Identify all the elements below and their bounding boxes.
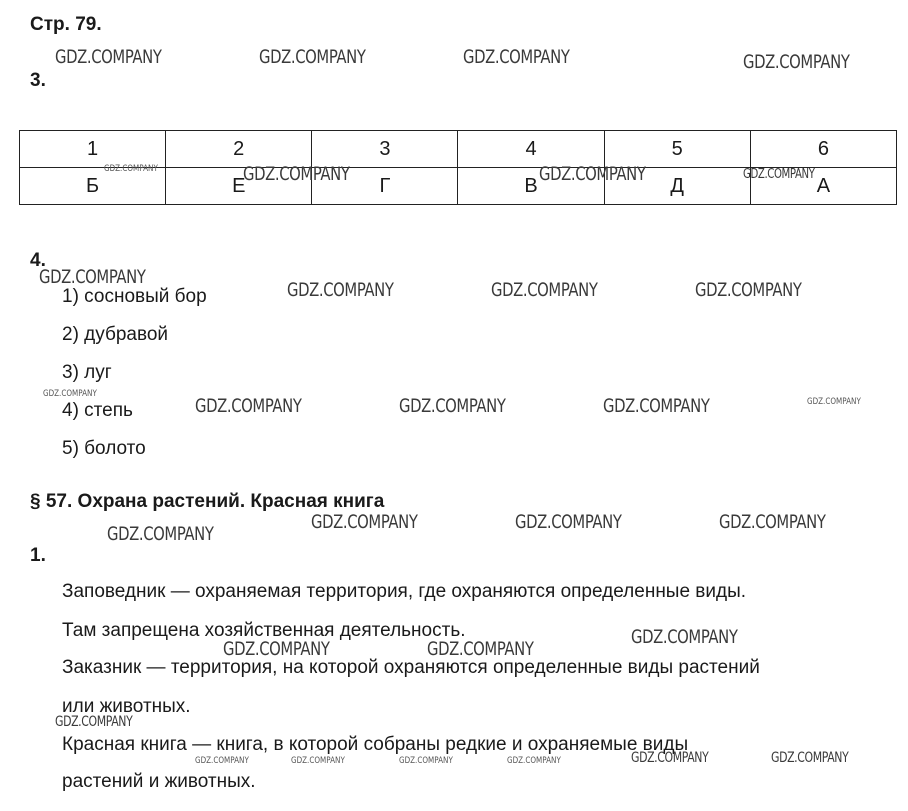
table-answer-cell: Б bbox=[20, 168, 166, 205]
table-header-cell: 4 bbox=[458, 131, 604, 168]
table-answer-cell: Д bbox=[604, 168, 750, 205]
watermark: GDZ.COMPANY bbox=[771, 750, 849, 766]
watermark: GDZ.COMPANY bbox=[491, 279, 598, 301]
task-1-line: Там запрещена хозяйственная деятельность. bbox=[62, 620, 466, 641]
watermark: GDZ.COMPANY bbox=[287, 279, 394, 301]
watermark: GDZ.COMPANY bbox=[427, 638, 534, 660]
table-header-cell: 5 bbox=[604, 131, 750, 168]
task-3-number: 3. bbox=[30, 70, 46, 91]
watermark: GDZ.COMPANY bbox=[55, 714, 133, 730]
watermark: GDZ.COMPANY bbox=[807, 397, 861, 407]
watermark: GDZ.COMPANY bbox=[507, 756, 561, 766]
section-title: § 57. Охрана растений. Красная книга bbox=[30, 491, 385, 512]
table-answer-cell: В bbox=[458, 168, 604, 205]
watermark: GDZ.COMPANY bbox=[104, 164, 158, 174]
task-1-line: растений и животных. bbox=[62, 771, 256, 792]
table-answer-cell: А bbox=[750, 168, 896, 205]
task-1-number: 1. bbox=[30, 545, 46, 566]
watermark: GDZ.COMPANY bbox=[43, 389, 97, 399]
task-4-item: 4) степь bbox=[62, 400, 133, 421]
watermark: GDZ.COMPANY bbox=[695, 279, 802, 301]
table-answer-cell: Е bbox=[166, 168, 312, 205]
watermark: GDZ.COMPANY bbox=[631, 750, 709, 766]
watermark: GDZ.COMPANY bbox=[39, 266, 146, 288]
watermark: GDZ.COMPANY bbox=[55, 46, 162, 68]
watermark: GDZ.COMPANY bbox=[195, 756, 249, 766]
watermark: GDZ.COMPANY bbox=[743, 167, 815, 182]
page-reference: Стр. 79. bbox=[30, 14, 102, 35]
task-1-line: или животных. bbox=[62, 696, 191, 717]
watermark: GDZ.COMPANY bbox=[399, 395, 506, 417]
watermark: GDZ.COMPANY bbox=[291, 756, 345, 766]
task-4-item: 2) дубравой bbox=[62, 324, 169, 345]
watermark: GDZ.COMPANY bbox=[107, 523, 214, 545]
task-4-number: 4. bbox=[30, 250, 46, 271]
watermark: GDZ.COMPANY bbox=[743, 51, 850, 73]
task-4-item: 1) сосновый бор bbox=[62, 286, 207, 307]
watermark: GDZ.COMPANY bbox=[399, 756, 453, 766]
table-header-cell: 2 bbox=[166, 131, 312, 168]
watermark: GDZ.COMPANY bbox=[631, 626, 738, 648]
watermark: GDZ.COMPANY bbox=[223, 638, 330, 660]
table-header-cell: 3 bbox=[312, 131, 458, 168]
table-header-row bbox=[20, 131, 897, 168]
table-header-cell: 1 bbox=[20, 131, 166, 168]
task-1-line: Красная книга — книга, в которой собраны редкие и охраняемые виды bbox=[62, 734, 689, 755]
table-header-cell: 6 bbox=[750, 131, 896, 168]
table-answer-cell: Г bbox=[312, 168, 458, 205]
watermark: GDZ.COMPANY bbox=[603, 395, 710, 417]
watermark: GDZ.COMPANY bbox=[539, 163, 646, 185]
task-4-item: 3) луг bbox=[62, 362, 112, 383]
watermark: GDZ.COMPANY bbox=[515, 511, 622, 533]
task-4-item: 5) болото bbox=[62, 438, 146, 459]
watermark: GDZ.COMPANY bbox=[311, 511, 418, 533]
watermark: GDZ.COMPANY bbox=[259, 46, 366, 68]
watermark: GDZ.COMPANY bbox=[243, 163, 350, 185]
task-1-line: Заказник — территория, на которой охраняются определенные виды растений bbox=[62, 657, 760, 678]
watermark: GDZ.COMPANY bbox=[195, 395, 302, 417]
task-1-line: Заповедник — охраняемая территория, где охраняются определенные виды. bbox=[62, 581, 747, 602]
watermark: GDZ.COMPANY bbox=[719, 511, 826, 533]
watermark: GDZ.COMPANY bbox=[463, 46, 570, 68]
